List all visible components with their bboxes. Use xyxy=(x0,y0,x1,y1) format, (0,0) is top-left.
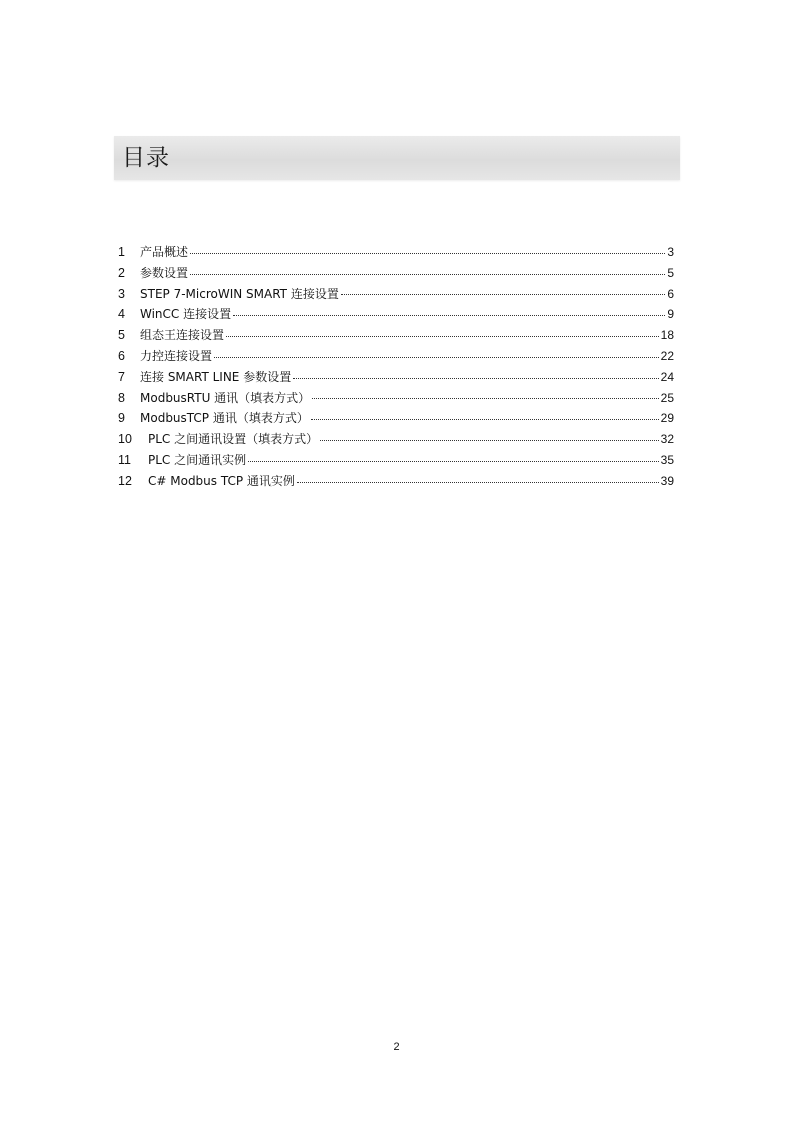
toc-dot-leader xyxy=(297,481,659,483)
toc-entry-7[interactable] xyxy=(118,367,674,388)
toc-entry-label: WinCC 连接设置 xyxy=(140,307,232,322)
toc-dot-leader xyxy=(311,418,659,420)
toc-dot-leader xyxy=(214,356,659,358)
toc-entry-3[interactable] xyxy=(118,284,674,305)
toc-entry-number: 10 xyxy=(118,432,132,447)
toc-entry-page: 3 xyxy=(667,245,674,259)
toc-entry-2[interactable] xyxy=(118,263,674,284)
toc-entry-page: 9 xyxy=(667,307,674,322)
toc-dot-leader xyxy=(190,273,665,275)
toc-entry-number: 4 xyxy=(118,307,125,322)
toc-entry-1[interactable] xyxy=(118,242,674,263)
toc-entry-number: 7 xyxy=(118,369,125,384)
toc-dot-leader xyxy=(341,293,665,295)
toc-entry-number: 3 xyxy=(118,286,125,301)
toc-entry-page: 22 xyxy=(660,348,674,363)
toc-entry-page: 39 xyxy=(660,473,674,488)
toc-entry-label: PLC 之间通讯设置（填表方式） xyxy=(148,432,319,447)
toc-dot-leader xyxy=(320,439,659,441)
table-of-contents xyxy=(118,242,674,492)
toc-dot-leader xyxy=(312,397,658,399)
toc-entry-11[interactable] xyxy=(118,450,674,471)
toc-entry-number: 11 xyxy=(118,452,131,467)
page-number: 2 xyxy=(393,1041,400,1053)
toc-entry-9[interactable] xyxy=(118,408,674,429)
toc-entry-label: 产品概述 xyxy=(140,245,189,259)
toc-entry-label: PLC 之间通讯实例 xyxy=(148,452,247,467)
toc-entry-6[interactable] xyxy=(118,346,674,367)
toc-entry-number: 6 xyxy=(118,348,125,363)
toc-entry-label: ModbusTCP 通讯（填表方式） xyxy=(140,411,309,426)
toc-entry-page: 24 xyxy=(660,369,674,384)
toc-entry-label: 参数设置 xyxy=(140,265,189,280)
toc-entry-number: 2 xyxy=(118,265,125,280)
toc-entry-label: STEP 7-MicroWIN SMART 连接设置 xyxy=(140,286,339,301)
toc-entry-label: ModbusRTU 通讯（填表方式） xyxy=(140,390,311,405)
toc-dot-leader xyxy=(293,377,658,379)
toc-heading: 目录 xyxy=(122,145,170,171)
toc-entry-page: 18 xyxy=(660,328,674,343)
toc-entry-number: 8 xyxy=(118,390,125,405)
toc-entry-number: 1 xyxy=(118,245,125,259)
toc-entry-label: C# Modbus TCP 通讯实例 xyxy=(148,473,295,488)
toc-entry-label: 组态王连接设置 xyxy=(140,328,225,343)
toc-entry-page: 5 xyxy=(667,265,674,280)
toc-dot-leader xyxy=(248,460,659,462)
toc-entry-8[interactable] xyxy=(118,388,674,409)
toc-entry-12[interactable] xyxy=(118,471,674,492)
toc-entry-number: 5 xyxy=(118,328,125,343)
toc-dot-leader xyxy=(226,335,659,337)
toc-entry-10[interactable] xyxy=(118,429,674,450)
toc-entry-number: 12 xyxy=(118,473,132,488)
toc-heading-band xyxy=(114,136,680,180)
toc-dot-leader xyxy=(190,252,665,254)
toc-entry-page: 6 xyxy=(667,286,674,301)
toc-entry-label: 连接 SMART LINE 参数设置 xyxy=(140,369,292,384)
toc-entry-5[interactable] xyxy=(118,325,674,346)
toc-entry-page: 35 xyxy=(660,452,674,467)
toc-entry-page: 32 xyxy=(660,432,674,447)
toc-entry-label: 力控连接设置 xyxy=(140,348,213,363)
toc-entry-page: 29 xyxy=(660,411,674,426)
toc-entry-page: 25 xyxy=(660,390,674,405)
toc-entry-4[interactable] xyxy=(118,304,674,325)
toc-entry-number: 9 xyxy=(118,411,125,426)
toc-dot-leader xyxy=(233,314,665,316)
